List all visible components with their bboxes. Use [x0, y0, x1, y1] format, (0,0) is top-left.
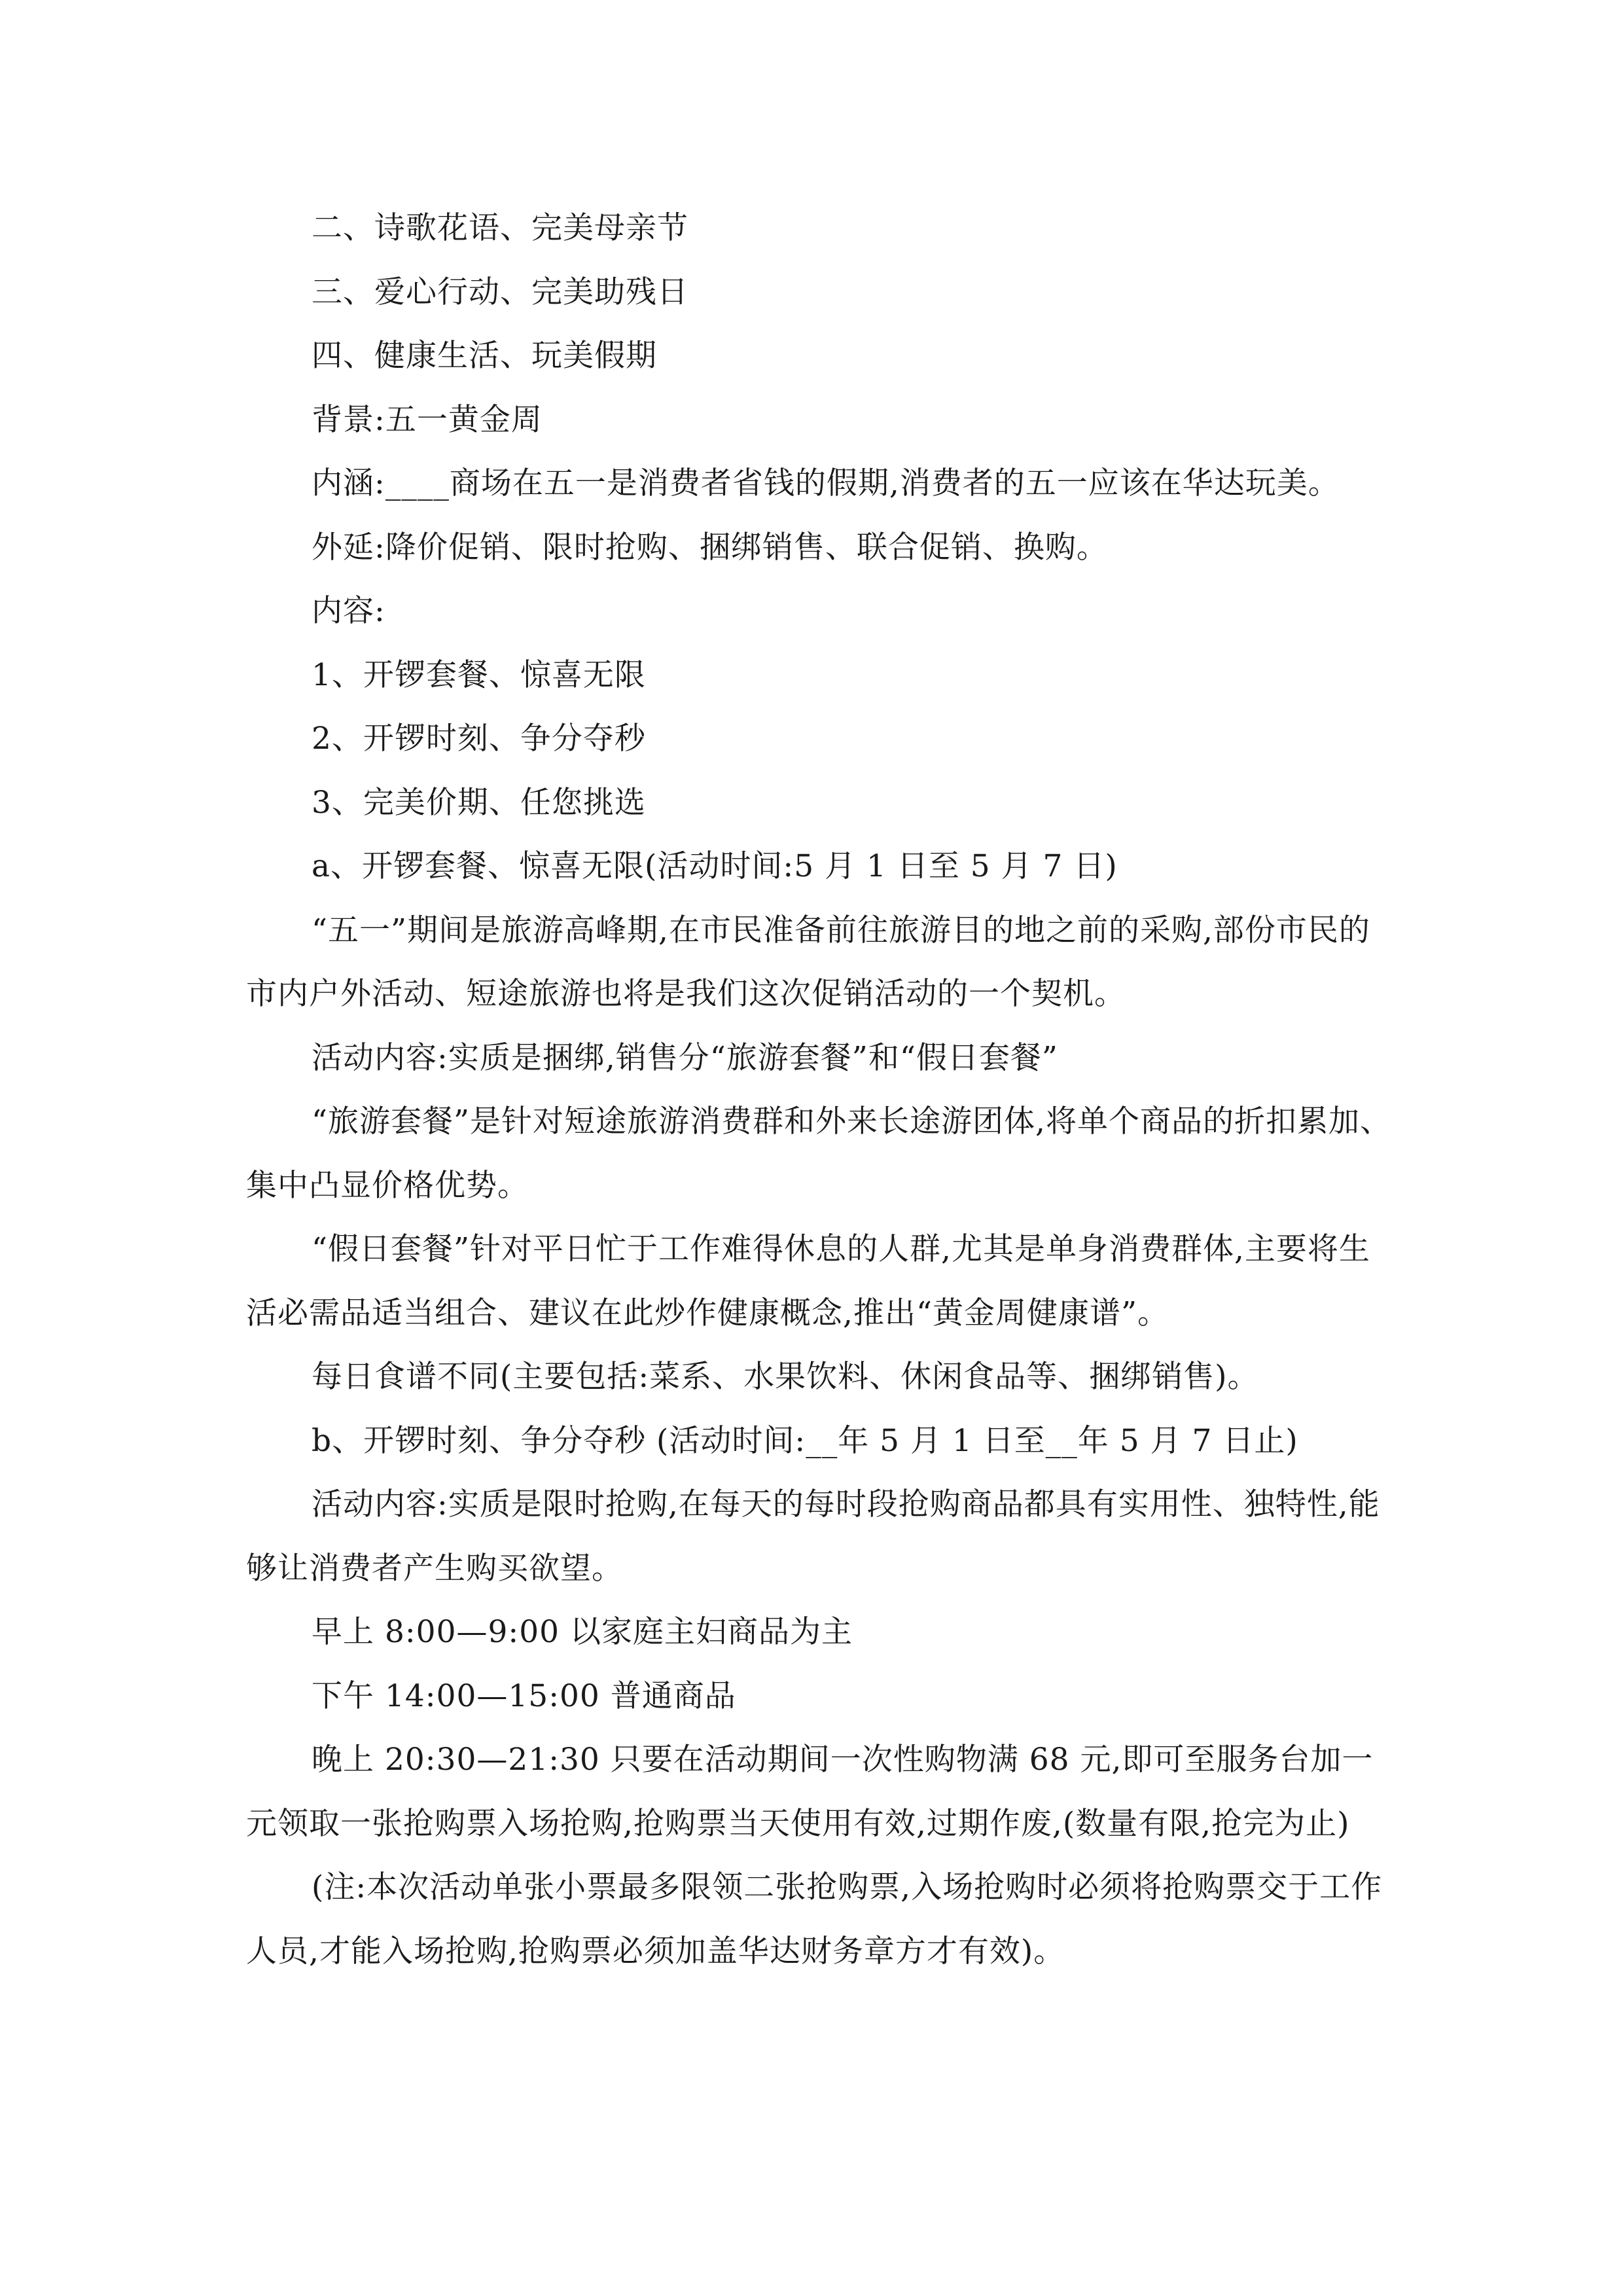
paragraph-activity-content-b: 活动内容:实质是限时抢购,在每天的每时段抢购商品都具有实用性、独特性,能够让消费者产生购买欲望。 — [246, 1486, 1380, 1587]
background-line: 背景:五一黄金周 — [312, 401, 543, 438]
schedule-morning: 早上 8:00—9:00 以家庭主妇商品为主 — [312, 1614, 853, 1650]
paragraph-holiday-package: “假日套餐”针对平日忙于工作难得休息的人群,尤其是单身消费群体,主要将生活必需品适当组合、建议在此炒作健康概念,推出“黄金周健康谱”。 — [246, 1231, 1370, 1331]
content-item-1: 1、开锣套餐、惊喜无限 — [312, 656, 646, 693]
content-item-3: 3、完美价期、任您挑选 — [312, 784, 646, 821]
content-label: 内容: — [312, 593, 385, 629]
paragraph-wuyi-period: “五一”期间是旅游高峰期,在市民准备前往旅游目的地之前的采购,部份市民的市内户外活动、短途旅游也将是我们这次促销活动的一个契机。 — [246, 912, 1370, 1012]
paragraph-schedule-evening: 晚上 20:30—21:30 只要在活动期间一次性购物满 68 元,即可至服务台加一元领取一张抢购票入场抢购,抢购票当天使用有效,过期作废,(数量有限,抢完为止) — [246, 1742, 1374, 1842]
section-b-title: b、开锣时刻、争分夺秒 (活动时间:__年 5 月 1 日至__年 5 月 7 日止) — [312, 1422, 1298, 1459]
paragraph-travel-package: “旅游套餐”是针对短途旅游消费群和外来长途游团体,将单个商品的折扣累加、集中凸显价格优势。 — [246, 1103, 1391, 1204]
document-body — [246, 196, 1391, 1983]
paragraph-note: (注:本次活动单张小票最多限领二张抢购票,入场抢购时必须将抢购票交于工作人员,才能入场抢购,抢购票必须加盖华达财务章方才有效)。 — [246, 1869, 1383, 1969]
heading-item-2: 二、诗歌花语、完美母亲节 — [312, 210, 688, 246]
daily-recipe-line: 每日食谱不同(主要包括:菜系、水果饮料、休闲食品等、捆绑销售)。 — [312, 1359, 1259, 1395]
content-item-2: 2、开锣时刻、争分夺秒 — [312, 721, 646, 757]
extension-line: 外延:降价促销、限时抢购、捆绑销售、联合促销、换购。 — [312, 529, 1108, 565]
section-a-title: a、开锣套餐、惊喜无限(活动时间:5 月 1 日至 5 月 7 日) — [312, 848, 1118, 884]
connotation-line: 内涵:____商场在五一是消费者省钱的假期,消费者的五一应该在华达玩美。 — [312, 465, 1340, 501]
schedule-afternoon: 下午 14:00—15:00 普通商品 — [312, 1677, 736, 1714]
heading-item-4: 四、健康生活、玩美假期 — [312, 338, 657, 374]
activity-content-a: 活动内容:实质是捆绑,销售分“旅游套餐”和“假日套餐” — [312, 1039, 1058, 1076]
heading-item-3: 三、爱心行动、完美助残日 — [312, 274, 688, 310]
